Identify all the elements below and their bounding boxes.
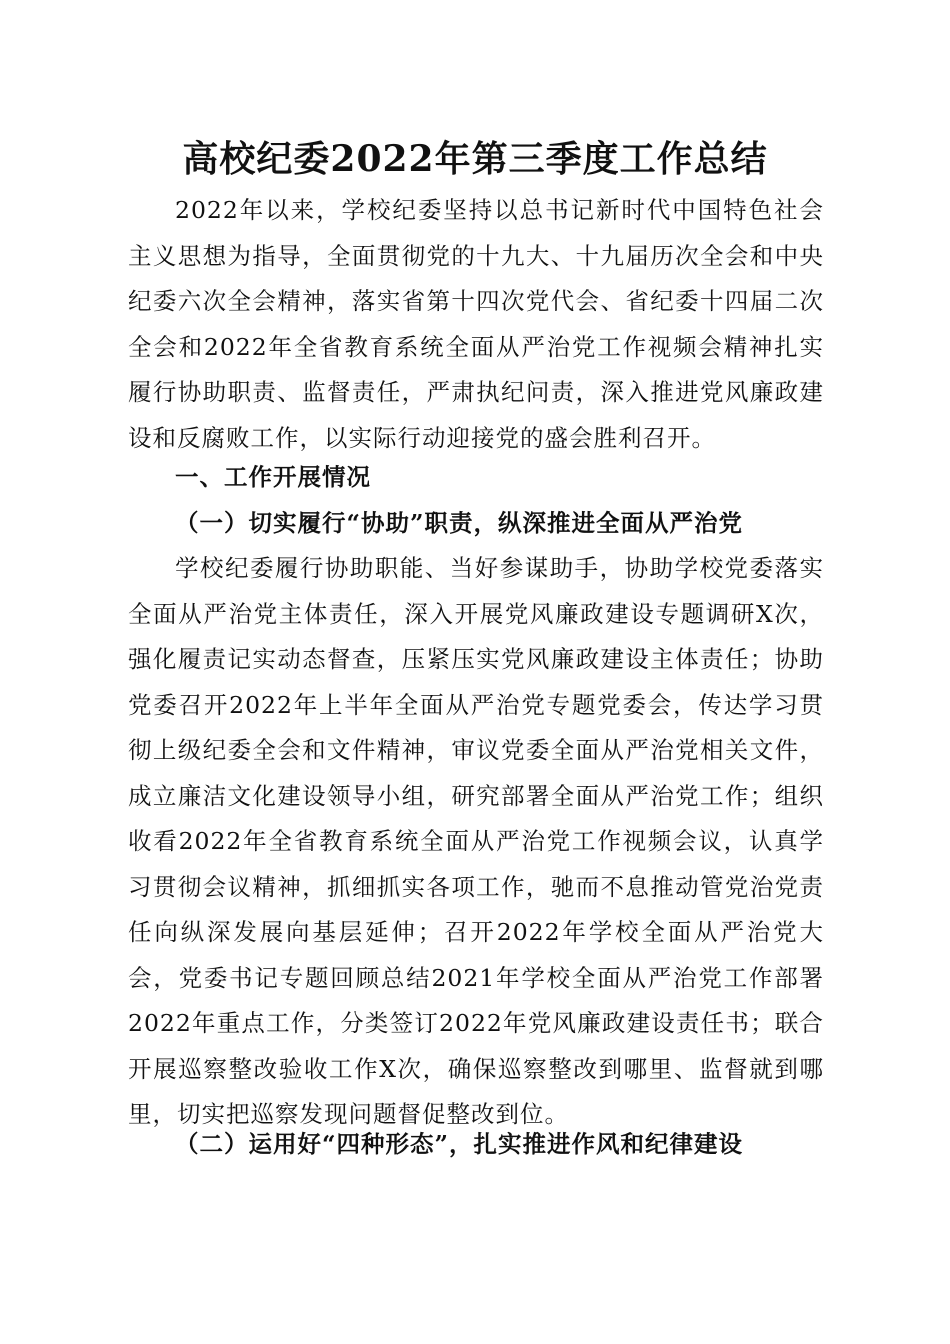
subsection-1-paragraph: 学校纪委履行协助职能、当好参谋助手，协助学校党委落实全面从严治党主体责任，深入开展党风廉政建设专题调研X次，强化履责记实动态督查，压紧压实党风廉政建设主体责任；协助党委召开2022年上半年全面从严治党专题党委会，传达学习贯彻上级纪委全会和文件精神，审议党委全面从严治党相关文件，成立廉洁文化建设领导小组，研究部署全面从严治党工作；组织收看2022年全省教育系统全面从严治党工作视频会议，认真学习贯彻会议精神，抓细抓实各项工作，驰而不息推动管党治党责任向纵深发展向基层延伸；召开2022年学校全面从严治党大会，党委书记专题回顾总结2021年学校全面从严治党工作部署2022年重点工作，分类签订2022年党风廉政建设责任书；联合开展巡察整改验收工作X次，确保巡察整改到哪里、监督就到哪里，切实把巡察发现问题督促整改到位。 (128, 554, 824, 1128)
section-1-heading: 一、工作开展情况 (175, 463, 371, 491)
subsection-1-heading: （一）切实履行“协助”职责，纵深推进全面从严治党 (175, 509, 744, 537)
subsection-2-heading: （二）运用好“四种形态”，扎实推进作风和纪律建设 (175, 1130, 744, 1158)
document-title: 高校纪委2022年第三季度工作总结 (182, 138, 768, 180)
intro-paragraph: 2022年以来，学校纪委坚持以总书记新时代中国特色社会主义思想为指导，全面贯彻党的十九大、十九届历次全会和中央纪委六次全会精神，落实省第十四次党代会、省纪委十四届二次全会和2022年全省教育系统全面从严治党工作视频会精神扎实履行协助职责、监督责任，严肃执纪问责，深入推进党风廉政建设和反腐败工作，以实际行动迎接党的盛会胜利召开。 (128, 196, 824, 452)
